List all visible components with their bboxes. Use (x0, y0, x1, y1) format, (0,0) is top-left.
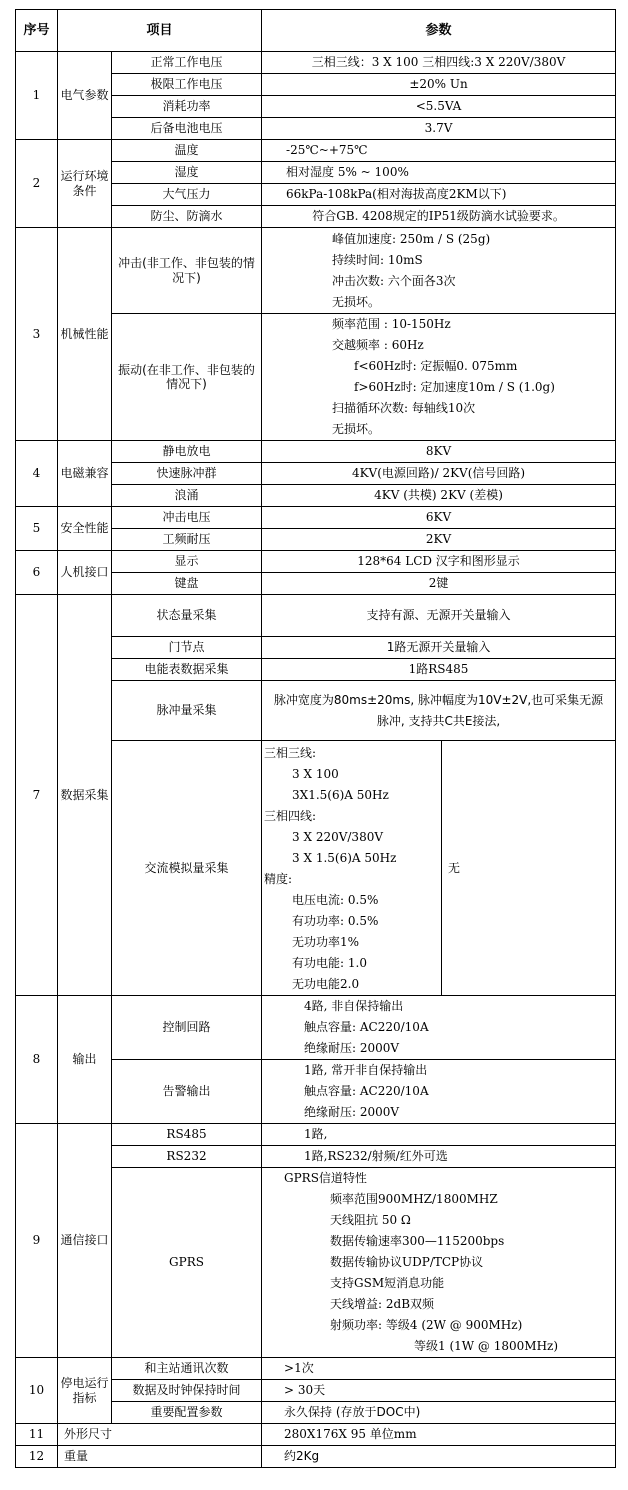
row-item: 湿度 (112, 162, 262, 184)
group-name: 机械性能 (58, 228, 112, 441)
row-item: 门节点 (112, 637, 262, 659)
text-line: 峰值加速度: 250m / S (25g) (332, 231, 491, 246)
text-line: 1路, 常开非自保持输出 (304, 1063, 428, 1077)
row-value: 三相三线：3 X 100 三相四线:3 X 220V/380V (262, 52, 616, 74)
text-line: 等级1 (1W @ 1800MHz) (414, 1339, 559, 1353)
header-item: 项目 (58, 10, 262, 52)
row-value: 280X176X 95 单位mm (262, 1424, 616, 1446)
text-line: 三相三线: (264, 746, 317, 760)
row-value: 6KV (262, 507, 616, 529)
row-value: 符合GB. 4208规定的IP51级防滴水试验要求。 (262, 206, 616, 228)
group-no: 8 (16, 996, 58, 1124)
group-name: 电磁兼容 (58, 441, 112, 507)
group-no: 5 (16, 507, 58, 551)
table-row (16, 1124, 616, 1146)
shock-item: 冲击(非工作、非包装的情况下) (112, 228, 262, 314)
row-value: ±20% Un (262, 74, 616, 96)
row-item: 显示 (112, 551, 262, 573)
table-row (16, 1424, 616, 1446)
row-item: 脉冲量采集 (112, 681, 262, 741)
row-item: 温度 (112, 140, 262, 162)
row-item: 工频耐压 (112, 529, 262, 551)
group-no: 10 (16, 1358, 58, 1424)
row-value: 支持有源、无源开关量输入 (262, 595, 616, 637)
text-line: 支持GSM短消息功能 (330, 1276, 445, 1290)
text-line: 频率范围900MHZ/1800MHZ (330, 1192, 498, 1206)
row-item: GPRS (112, 1168, 262, 1358)
table-row (16, 551, 616, 573)
group-no: 6 (16, 551, 58, 595)
row-item: 正常工作电压 (112, 52, 262, 74)
row-value (262, 1060, 616, 1124)
row-item: 防尘、防滴水 (112, 206, 262, 228)
text-line: 触点容量: AC220/10A (304, 1084, 429, 1098)
table-row (16, 441, 616, 463)
row-value: >1次 (262, 1358, 616, 1380)
table-row (16, 1358, 616, 1380)
text-line: 3 X 1.5(6)A 50Hz (292, 851, 397, 865)
row-item: 静电放电 (112, 441, 262, 463)
group-no: 12 (16, 1446, 58, 1468)
text-line: 数据传输协议UDP/TCP协议 (330, 1255, 484, 1269)
table-row (16, 1446, 616, 1468)
row-item: 快速脉冲群 (112, 463, 262, 485)
row-value: -25℃~+75℃ (262, 140, 616, 162)
group-no: 4 (16, 441, 58, 507)
row-value: 1路,RS232/射频/红外可选 (262, 1146, 616, 1168)
table-row (16, 996, 616, 1060)
row-item: 交流模拟量采集 (112, 741, 262, 996)
group-no: 1 (16, 52, 58, 140)
text-line: 有功电能: 1.0 (292, 956, 367, 970)
text-line: 天线阻抗 50 Ω (330, 1213, 411, 1227)
gprs-value (262, 1168, 616, 1358)
row-value: 8KV (262, 441, 616, 463)
row-item: 后备电池电压 (112, 118, 262, 140)
row-value: 约2Kg (262, 1446, 616, 1468)
text-line: GPRS信道特性 (284, 1171, 367, 1185)
row-value: <5.5VA (262, 96, 616, 118)
row-item: 电能表数据采集 (112, 659, 262, 681)
vib-value (262, 314, 616, 441)
row-item: 冲击电压 (112, 507, 262, 529)
text-line: 三相四线: (264, 809, 317, 823)
text-line: 3X1.5(6)A 50Hz (292, 788, 389, 802)
row-item: 重要配置参数 (112, 1402, 262, 1424)
text-line: 无损坏。 (332, 294, 381, 309)
row-item: 数据及时钟保持时间 (112, 1380, 262, 1402)
row-item: 控制回路 (112, 996, 262, 1060)
row-item: 外形尺寸 (58, 1424, 262, 1446)
table-row (16, 52, 616, 74)
row-value: 3.7V (262, 118, 616, 140)
group-name: 运行环境条件 (58, 140, 112, 228)
table-row (16, 228, 616, 314)
row-item: RS485 (112, 1124, 262, 1146)
text-line: 绝缘耐压: 2000V (304, 1105, 400, 1119)
row-item: 极限工作电压 (112, 74, 262, 96)
row-item: 重量 (58, 1446, 262, 1468)
row-value: 66kPa-108kPa(相对海拔高度2KM以下) (262, 184, 616, 206)
vib-item: 振动(在非工作、非包装的情况下) (112, 314, 262, 441)
text-line: 天线增益: 2dB双频 (330, 1297, 435, 1311)
group-no: 11 (16, 1424, 58, 1446)
text-line: 无功功率1% (292, 935, 360, 949)
row-value (262, 996, 616, 1060)
row-item: RS232 (112, 1146, 262, 1168)
row-value: > 30天 (262, 1380, 616, 1402)
row-item: 消耗功率 (112, 96, 262, 118)
text-line: f<60Hz时: 定振幅0. 075mm (354, 359, 518, 373)
row-value: 2KV (262, 529, 616, 551)
group-name: 通信接口 (58, 1124, 112, 1358)
text-line: 3 X 100 (292, 767, 339, 781)
text-line: 交越频率 : 60Hz (332, 338, 424, 352)
row-value: 相对湿度 5% ~ 100% (262, 162, 616, 184)
shock-value (262, 228, 616, 314)
text-line: 冲击次数: 六个面各3次 (332, 273, 456, 288)
group-no: 7 (16, 595, 58, 996)
group-name: 数据采集 (58, 595, 112, 996)
ac-analog-value (262, 741, 442, 996)
group-no: 3 (16, 228, 58, 441)
row-item: 和主站通讯次数 (112, 1358, 262, 1380)
text-line: 频率范围 : 10-150Hz (332, 317, 451, 331)
group-no: 2 (16, 140, 58, 228)
header-no: 序号 (16, 10, 58, 52)
row-value: 2键 (262, 573, 616, 595)
row-value: 4KV (共模) 2KV (差模) (262, 485, 616, 507)
row-item: 告警输出 (112, 1060, 262, 1124)
group-name: 人机接口 (58, 551, 112, 595)
ac-analog-extra: 无 (442, 741, 616, 996)
row-item: 大气压力 (112, 184, 262, 206)
text-line: 绝缘耐压: 2000V (304, 1041, 400, 1055)
header-param: 参数 (262, 10, 616, 52)
text-line: 精度: (264, 872, 293, 886)
table-row (16, 595, 616, 637)
text-line: 有功功率: 0.5% (292, 914, 379, 928)
text-line: 扫描循环次数: 每轴线10次 (332, 401, 476, 415)
text-line: 无功电能2.0 (292, 977, 360, 991)
row-value: 1路, (262, 1124, 616, 1146)
text-line: f>60Hz时: 定加速度10m / S (1.0g) (354, 380, 555, 394)
row-value: 4KV(电源回路)/ 2KV(信号回路) (262, 463, 616, 485)
text-line: 触点容量: AC220/10A (304, 1020, 429, 1034)
row-value: 永久保持 (存放于DOC中) (262, 1402, 616, 1424)
group-name: 安全性能 (58, 507, 112, 551)
table-row (16, 140, 616, 162)
group-name: 停电运行指标 (58, 1358, 112, 1424)
text-line: 3 X 220V/380V (292, 830, 384, 844)
row-value: 1路无源开关量输入 (262, 637, 616, 659)
text-line: 数据传输速率300—115200bps (330, 1234, 505, 1248)
text-line: 持续时间: 10mS (332, 252, 423, 267)
table-header-row (16, 10, 616, 52)
group-name: 输出 (58, 996, 112, 1124)
text-line: 电压电流: 0.5% (292, 893, 379, 907)
row-value: 脉冲宽度为80ms±20ms, 脉冲幅度为10V±2V,也可采集无源脉冲, 支持共C共E接法, (262, 681, 616, 741)
group-name: 电气参数 (58, 52, 112, 140)
table-row (16, 507, 616, 529)
text-line: 无损坏。 (332, 422, 381, 436)
text-line: 4路, 非自保持输出 (304, 999, 404, 1013)
row-item: 状态量采集 (112, 595, 262, 637)
group-no: 9 (16, 1124, 58, 1358)
row-value: 1路RS485 (262, 659, 616, 681)
spec-table (15, 9, 616, 1468)
row-item: 键盘 (112, 573, 262, 595)
text-line: 射频功率: 等级4 (2W @ 900MHz) (330, 1318, 523, 1332)
row-value: 128*64 LCD 汉字和图形显示 (262, 551, 616, 573)
row-item: 浪涌 (112, 485, 262, 507)
